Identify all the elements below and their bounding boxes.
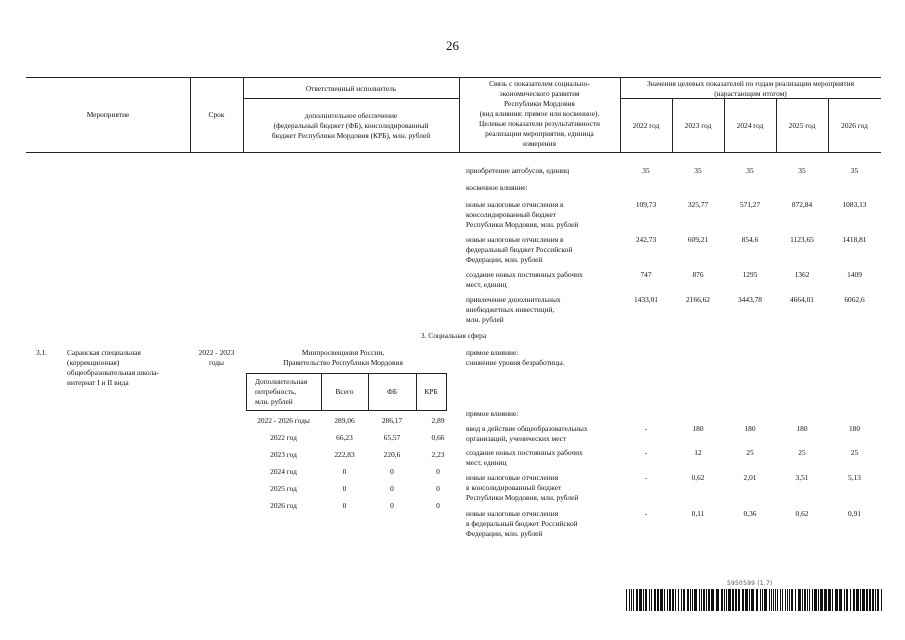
header-funding-3: бюджет Республики Мордовия (КРБ), млн. рублей — [271, 131, 431, 140]
top-indicator-0-v2024: 35 — [746, 166, 754, 175]
top-indicator-2-label-2: консолидированный бюджет — [466, 210, 557, 219]
funding-krb-header: КРБ — [424, 387, 438, 396]
event-indicator-1-v2024: 25 — [746, 448, 754, 457]
top-indicator-5-v2024: 3443,78 — [737, 295, 763, 304]
top-indicator-3-v2024: 854,6 — [741, 235, 759, 244]
year-2025: 2025 год — [788, 121, 816, 130]
event-term-2: годы — [208, 358, 225, 367]
event-indicator-2-v2023: 0,62 — [691, 473, 705, 482]
event-indicator-2-v2025: 3,51 — [795, 473, 809, 482]
event-indicator-1-v2023: 12 — [694, 448, 702, 457]
header-values-2: (нарастающим итогом) — [714, 89, 787, 98]
header-indicator-2: экономического развития — [499, 89, 580, 98]
year-2024: 2024 год — [736, 121, 764, 130]
funding-row-5-fb: 0 — [390, 501, 394, 510]
top-indicator-3-label-2: федеральный бюджет Российской — [466, 245, 573, 254]
funding-row-2-fb: 220,6 — [383, 450, 401, 459]
event-indicator-0-v2024: 180 — [744, 424, 756, 433]
top-indicator-2-v2022: 109,73 — [635, 200, 657, 209]
top-indicator-5-v2026: 6062,6 — [844, 295, 865, 304]
funding-row-4-total: 0 — [342, 484, 347, 493]
event-indicator-0-v2023: 180 — [692, 424, 704, 433]
event-indicator-3-v2026: 0,91 — [848, 509, 861, 518]
funding-fb-header: ФБ — [386, 387, 398, 396]
event-indicator-2-v2026: 5,13 — [848, 473, 861, 482]
header-indicator-6: реализации мероприятия, единица — [485, 129, 594, 138]
event-indicator-2-v2022: - — [644, 473, 648, 482]
funding-row-0-total: 289,06 — [334, 416, 355, 425]
event-indicator-3-label-2: в федеральный бюджет Российской — [466, 519, 578, 528]
funding-total-header: Всего — [335, 387, 354, 396]
event-indicator-3-v2024: 0,36 — [743, 509, 757, 518]
funding-row-1-period: 2022 год — [270, 433, 297, 442]
event-responsible-2: Правительство Республики Мордовия — [283, 358, 403, 367]
top-indicator-2-label-1: новые налоговые отчисления в — [466, 200, 564, 209]
header-indicator-7: измерения — [522, 139, 556, 148]
event-responsible-1: Минпросвещения России, — [301, 348, 385, 357]
funding-row-0-krb: 2,89 — [431, 416, 445, 425]
event-influence-1-a: прямое влияние: — [466, 348, 519, 357]
funding-table-right — [446, 373, 447, 411]
event-indicator-1-v2025: 25 — [798, 448, 806, 457]
funding-row-0-period: 2022 - 2026 годы — [257, 416, 310, 425]
header-indicator-5: Целевые показатели результативности — [479, 119, 600, 128]
top-indicator-2-v2024: 571,27 — [739, 200, 761, 209]
event-indicator-0-label-2: организаций, ученических мест — [466, 434, 567, 443]
event-indicator-2-label-2: в консолидированный бюджет — [466, 483, 562, 492]
top-indicator-3-v2025: 1123,65 — [790, 235, 814, 244]
event-indicator-1-v2026: 25 — [850, 448, 859, 457]
page-number: 26 — [446, 38, 459, 53]
funding-row-5-period: 2026 год — [270, 501, 297, 510]
event-indicator-0-v2026: 180 — [848, 424, 861, 433]
header-funding-1: дополнительное обеспечение — [304, 111, 398, 120]
header-event: Мероприятие — [86, 110, 130, 119]
funding-row-1-total: 66,23 — [336, 433, 353, 442]
top-indicator-0-v2026: 35 — [850, 166, 859, 175]
funding-row-0-fb: 286,17 — [381, 416, 403, 425]
header-indicator-3: Республики Мордовия — [504, 99, 575, 108]
event-name-2: (коррекционная) — [67, 358, 120, 367]
section-title: 3. Социальная сфера — [420, 331, 487, 340]
event-indicator-3-v2023: 0,11 — [691, 509, 705, 518]
top-indicator-5-v2022: 1433,01 — [633, 295, 659, 304]
year-2026: 2026 год — [841, 121, 868, 130]
event-name-3: общеобразовательная школа- — [67, 368, 159, 377]
header-bottom-line — [26, 152, 881, 153]
event-indicator-3-label-1: новые налоговые отчисления — [466, 509, 559, 518]
funding-need-2: потребность, — [255, 387, 297, 396]
event-indicator-0-v2022: - — [644, 424, 648, 433]
top-indicator-5-label-2: внебюджетных инвестиций, — [466, 305, 555, 314]
funding-row-3-period: 2024 год — [270, 467, 297, 476]
barcode-image — [626, 589, 884, 611]
top-indicator-0-label: приобретение автобусов, единиц — [466, 166, 570, 175]
funding-row-2-krb: 2,23 — [431, 450, 445, 459]
event-indicator-1-label-1: создание новых постоянных рабочих — [466, 448, 583, 457]
funding-row-4-krb: 0 — [436, 484, 440, 493]
top-indicator-2-v2026: 1083,13 — [842, 200, 867, 209]
year-2022: 2022 год — [632, 121, 660, 130]
funding-row-5-total: 0 — [342, 501, 347, 510]
event-term-1: 2022 - 2023 — [198, 348, 235, 357]
top-indicator-1-label: косвенное влияние: — [466, 183, 528, 192]
funding-row-5-krb: 0 — [436, 501, 440, 510]
top-indicator-5-v2023: 2166,62 — [685, 295, 711, 304]
funding-row-1-krb: 0,66 — [431, 433, 445, 442]
top-indicator-3-v2023: 609,21 — [687, 235, 709, 244]
funding-row-1-fb: 65,57 — [383, 433, 401, 442]
header-values-1: Значения целевых показателей по годам реализации мероприятия — [647, 79, 854, 88]
funding-row-3-fb: 0 — [390, 467, 394, 476]
funding-need-1: Дополнительная — [255, 377, 308, 386]
event-indicator-2-v2024: 2,01 — [743, 473, 757, 482]
event-influence-2: прямое влияние: — [466, 409, 519, 418]
event-indicator-3-v2025: 0,62 — [795, 509, 809, 518]
top-indicator-4-v2026: 1409 — [847, 270, 862, 279]
funding-table-left — [246, 373, 247, 411]
header-responsible: Ответственный исполнитель — [305, 84, 397, 93]
funding-row-2-total: 222,83 — [334, 450, 355, 459]
header-indicator-1: Связь с показателем социально- — [489, 79, 590, 88]
event-indicator-1-v2022: - — [644, 448, 648, 457]
event-number: 3.1. — [36, 348, 48, 357]
event-indicator-0-label-1: ввод в действие общеобразовательных — [466, 424, 588, 433]
top-indicator-3-label-3: Федерации, млн. рублей — [466, 255, 543, 264]
event-indicator-3-label-3: Федерации, млн. рублей — [466, 529, 543, 538]
barcode-number: 5950599 (1.7) — [727, 580, 773, 587]
header-funding-2: (федеральный бюджет (ФБ), консолидированный — [273, 121, 429, 130]
top-indicator-0-v2023: 35 — [694, 166, 702, 175]
top-indicator-3-v2026: 1418,81 — [842, 235, 867, 244]
event-indicator-1-label-2: мест, единиц — [466, 458, 507, 467]
top-indicator-4-v2022: 747 — [640, 270, 652, 279]
event-influence-1-b: снижение уровня безработицы. — [466, 358, 565, 367]
header-term: Срок — [208, 110, 225, 119]
funding-need-3: млн. рублей — [255, 397, 293, 406]
top-indicator-2-v2025: 872,84 — [791, 200, 813, 209]
funding-row-4-fb: 0 — [390, 484, 394, 493]
top-indicator-2-label-3: Республики Мордовия, млн. рублей — [466, 220, 579, 229]
top-indicator-2-v2023: 325,77 — [687, 200, 709, 209]
top-indicator-5-v2025: 4664,01 — [789, 295, 815, 304]
top-indicator-3-label-1: новые налоговые отчисления в — [466, 235, 564, 244]
top-indicator-4-v2023: 876 — [692, 270, 704, 279]
top-indicator-5-label-1: привлечение дополнительных — [466, 295, 561, 304]
funding-row-3-total: 0 — [342, 467, 347, 476]
top-indicator-4-v2025: 1362 — [794, 270, 810, 279]
top-indicator-0-v2022: 35 — [642, 166, 650, 175]
top-indicator-4-label-1: создание новых постоянных рабочих — [466, 270, 583, 279]
funding-row-2-period: 2023 год — [270, 450, 297, 459]
event-indicator-3-v2022: - — [644, 509, 648, 518]
funding-row-3-krb: 0 — [436, 467, 440, 476]
event-indicator-0-v2025: 180 — [796, 424, 808, 433]
top-indicator-4-label-2: мест, единиц — [466, 280, 507, 289]
top-indicator-0-v2025: 35 — [798, 166, 806, 175]
event-indicator-2-label-1: новые налоговые отчисления — [466, 473, 559, 482]
event-name-1: Саранская специальная — [67, 348, 141, 357]
header-indicator-4: (вид влияния: прямое или косвенное). — [479, 109, 600, 118]
event-indicator-2-label-3: Республики Мордовия, млн. рублей — [466, 493, 579, 502]
year-2023: 2023 год — [684, 121, 712, 130]
funding-row-4-period: 2025 год — [270, 484, 297, 493]
top-indicator-3-v2022: 242,73 — [635, 235, 657, 244]
top-indicator-4-v2024: 1295 — [742, 270, 758, 279]
header-top-line — [26, 77, 881, 78]
responsible-subline — [243, 98, 459, 99]
event-name-4: интернат I и II вида — [67, 378, 129, 387]
top-indicator-5-label-3: млн. рублей — [466, 315, 504, 324]
